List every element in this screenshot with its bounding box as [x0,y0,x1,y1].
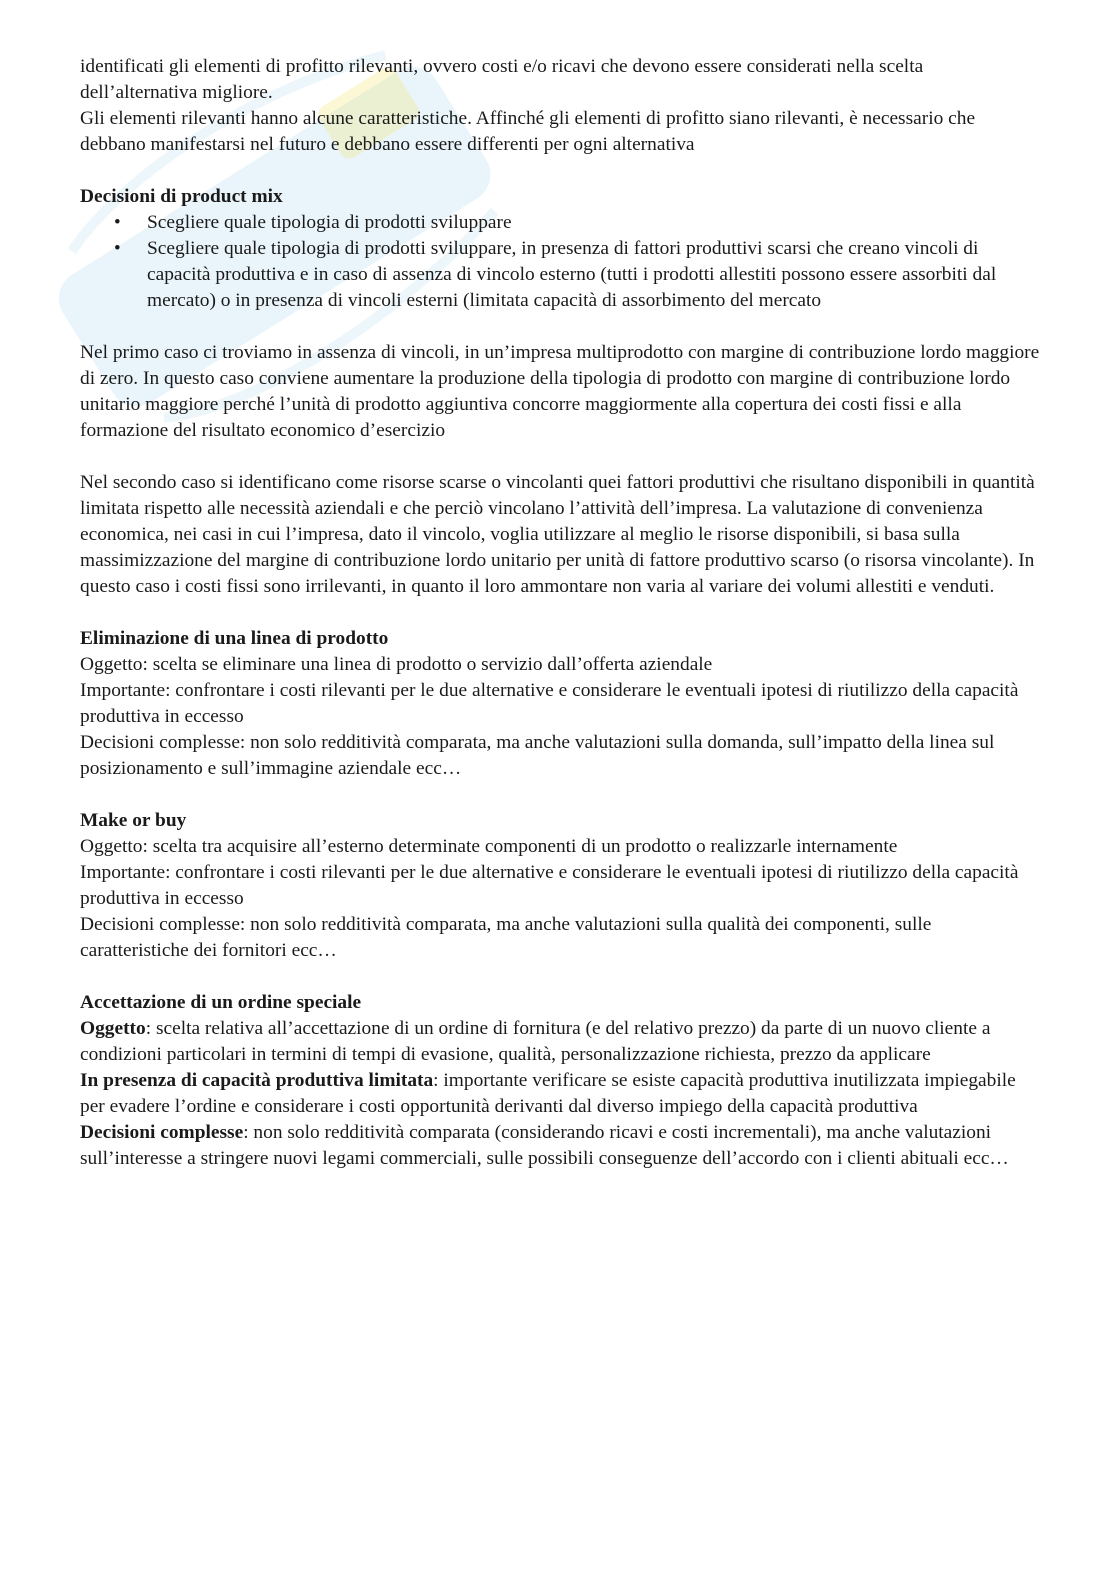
special-order-decisioni-label: Decisioni complesse [80,1122,244,1143]
product-mix-heading: Decisioni di product mix [80,186,283,207]
intro-paragraph-1: identificati gli elementi di profitto rilevanti, ovvero costi e/o ricavi che devono essere considerati nella scelta dell’alternativa migliore. [80,56,924,103]
bullet-icon: • [114,238,121,259]
list-item-text: Scegliere quale tipologia di prodotti sviluppare [147,212,512,233]
document-page [80,54,1040,1172]
make-or-buy-importante: Importante: confrontare i costi rilevanti per le due alternative e considerare le eventuali ipotesi di riutilizzo della capacità produttiva in eccesso [80,862,1019,909]
bullet-icon: • [114,212,121,233]
make-or-buy-decisioni: Decisioni complesse: non solo redditività comparata, ma anche valutazioni sulla qualità dei componenti, sulle caratteristiche dei fornitori ecc… [80,914,932,961]
special-order-oggetto [80,1016,1040,1068]
special-order-decisioni [80,1120,1040,1172]
elimination-oggetto: Oggetto: scelta se eliminare una linea di prodotto o servizio dall’offerta aziendale [80,654,713,675]
list-item-text: Scegliere quale tipologia di prodotti sviluppare, in presenza di fattori produttivi scarsi che creano vincoli di capacità produttiva e in caso di assenza di vincolo esterno (tutti i prodotti allestiti possono essere assorbiti dal mercato) o in presenza di vincoli esterni (limitata capacità di assorbimento del mercato [147,238,997,311]
special-order-heading: Accettazione di un ordine speciale [80,992,362,1013]
product-mix-list [80,210,1040,314]
make-or-buy-oggetto: Oggetto: scelta tra acquisire all’esterno determinate componenti di un prodotto o realizzarle internamente [80,836,898,857]
intro-paragraph-2: Gli elementi rilevanti hanno alcune caratteristiche. Affinché gli elementi di profitto siano rilevanti, è necessario che debbano manifestarsi nel futuro e debbano essere differenti per ogni alternativa [80,108,976,155]
elimination-importante: Importante: confrontare i costi rilevanti per le due alternative e considerare le eventuali ipotesi di riutilizzo della capacità produttiva in eccesso [80,680,1019,727]
special-order-decisioni-text: : non solo redditività comparata (considerando ricavi e costi incrementali), ma anche valutazioni sull’interesse a stringere nuovi legami commerciali, sulle possibili conseguenze dell’accordo con i clienti abituali ecc… [80,1122,1009,1169]
product-mix-paragraph-1: Nel primo caso ci troviamo in assenza di vincoli, in un’impresa multiprodotto con margine di contribuzione lordo maggiore di zero. In questo caso conviene aumentare la produzione della tipologia di prodotto con margine di contribuzione lordo unitario maggiore perché l’unità di prodotto aggiuntiva concorre maggiormente alla copertura dei costi fissi e alla formazione del risultato economico d’esercizio [80,342,1040,441]
special-order-capacita-label: In presenza di capacità produttiva limitata [80,1070,434,1091]
elimination-decisioni: Decisioni complesse: non solo redditività comparata, ma anche valutazioni sulla domanda, sull’impatto della linea sul posizionamento e sull’immagine aziendale ecc… [80,732,995,779]
special-order-capacita-text: : importante verificare se esiste capacità produttiva inutilizzata impiegabile per evadere l’ordine e considerare i costi opportunità derivanti dal diverso impiego della capacità produttiva [80,1070,1016,1117]
list-item [80,236,1040,314]
elimination-heading: Eliminazione di una linea di prodotto [80,628,389,649]
special-order-oggetto-label: Oggetto [80,1018,146,1039]
product-mix-paragraph-2: Nel secondo caso si identificano come risorse scarse o vincolanti quei fattori produttivi che risultano disponibili in quantità limitata rispetto alle necessità aziendali e che perciò vincolano l’attività dell’impresa. La valutazione di convenienza economica, nei casi in cui l’impresa, dato il vincolo, voglia utilizzare al meglio le risorse disponibili, si basa sulla massimizzazione del margine di contribuzione lordo unitario per unità di fattore produttivo scarso (o risorsa vincolante). In questo caso i costi fissi sono irrilevanti, in quanto il loro ammontare non varia al variare dei volumi allestiti e venduti. [80,472,1035,597]
make-or-buy-heading: Make or buy [80,810,187,831]
special-order-capacita [80,1068,1040,1120]
list-item [80,210,1040,236]
special-order-oggetto-text: : scelta relativa all’accettazione di un ordine di fornitura (e del relativo prezzo) da parte di un nuovo cliente a condizioni particolari in termini di tempi di evasione, qualità, personalizzazione richiesta, prezzo da applicare [80,1018,991,1065]
